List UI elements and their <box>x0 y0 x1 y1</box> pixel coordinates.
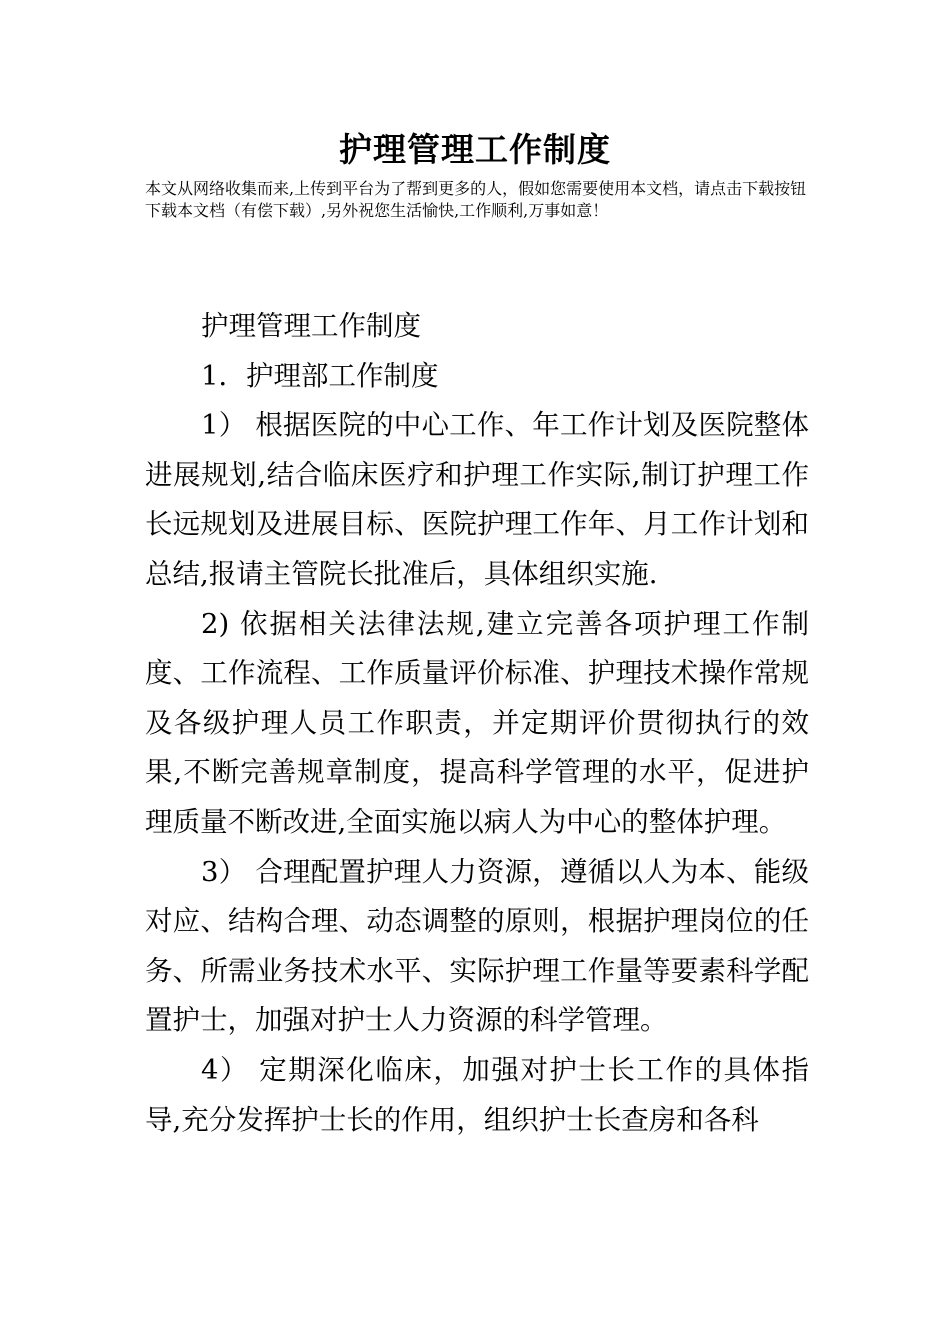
paragraph-1: 1） 根据医院的中心工作、年工作计划及医院整体进展规划,结合临床医疗和护理工作实际,制订护理工作长远规划及进展目标、医院护理工作年、月工作计划和总结,报请主管院长批准后，具体组织实施. <box>145 409 809 590</box>
document-title: 护理管理工作制度 <box>339 130 611 169</box>
download-notice: 本文从网络收集而来,上传到平台为了帮到更多的人，假如您需要使用本文档，请点击下载按钮下载本文档（有偿下载）,另外祝您生活愉快,工作顺利,万事如意！ <box>145 179 807 220</box>
paragraph-3: 3） 合理配置护理人力资源，遵循以人为本、能级对应、结构合理、动态调整的原则，根据护理岗位的任务、所需业务技术水平、实际护理工作量等要素科学配置护士，加强对护士人力资源的科学管理。 <box>145 855 809 1037</box>
paragraph-2: 2) 依据相关法律法规,建立完善各项护理工作制度、工作流程、工作质量评价标准、护理技术操作常规及各级护理人员工作职责，并定期评价贯彻执行的效果,不断完善规章制度，提高科学管理的水平，促进护理质量不断改进,全面实施以病人为中心的整体护理。 <box>145 607 809 838</box>
body-heading: 护理管理工作制度 <box>201 310 421 342</box>
paragraph-4: 4） 定期深化临床，加强对护士长工作的具体指导,充分发挥护士长的作用，组织护士长查房和各科 <box>145 1053 809 1136</box>
document-body <box>145 302 809 1145</box>
section-heading: 1．护理部工作制度 <box>201 359 439 392</box>
